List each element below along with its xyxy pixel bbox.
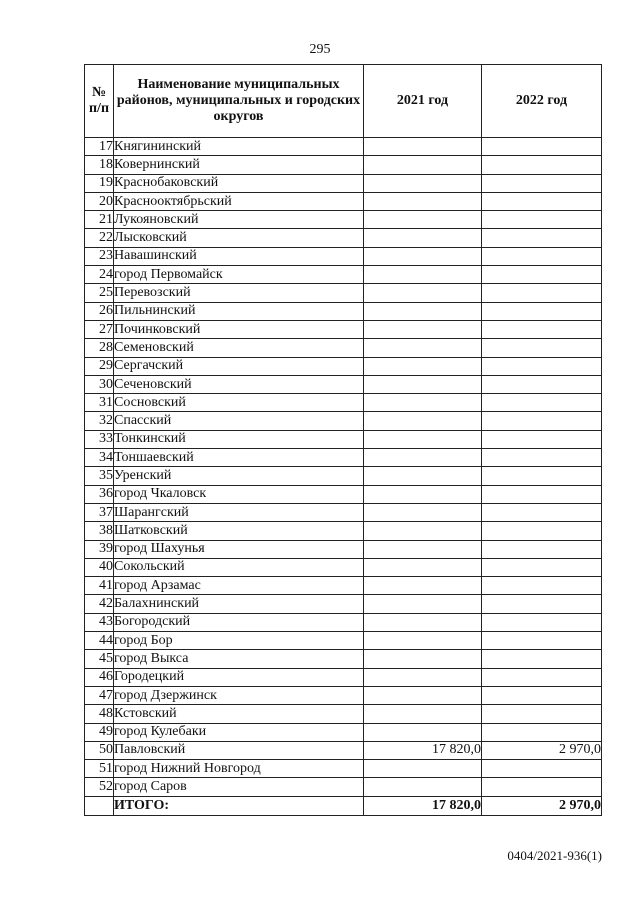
value-2022 (482, 686, 602, 704)
value-2021 (364, 449, 482, 467)
row-number: 34 (85, 449, 114, 467)
value-2021 (364, 778, 482, 796)
municipality-name: Богородский (114, 613, 364, 631)
municipality-name: Шарангский (114, 503, 364, 521)
municipality-name: город Дзержинск (114, 686, 364, 704)
table-row (85, 467, 602, 485)
municipality-name: Ковернинский (114, 156, 364, 174)
value-2021 (364, 339, 482, 357)
row-number: 37 (85, 503, 114, 521)
value-2022 (482, 339, 602, 357)
value-2022 (482, 668, 602, 686)
value-2022 (482, 705, 602, 723)
value-2022 (482, 522, 602, 540)
header-name: Наименование муниципальных районов, муниципальных и городских округов (114, 65, 364, 138)
table-row (85, 741, 602, 759)
value-2021 (364, 705, 482, 723)
row-number: 36 (85, 485, 114, 503)
value-2021 (364, 211, 482, 229)
table-row (85, 229, 602, 247)
row-number: 24 (85, 266, 114, 284)
value-2022 (482, 247, 602, 265)
value-2022 (482, 302, 602, 320)
value-2022 (482, 467, 602, 485)
value-2021 (364, 229, 482, 247)
table-row (85, 686, 602, 704)
page-number: 295 (309, 42, 331, 57)
row-number: 26 (85, 302, 114, 320)
total-number (85, 796, 114, 815)
row-number: 39 (85, 540, 114, 558)
value-2022 (482, 412, 602, 430)
value-2022 (482, 156, 602, 174)
row-number: 49 (85, 723, 114, 741)
municipality-name: город Саров (114, 778, 364, 796)
municipality-name: Навашинский (114, 247, 364, 265)
budget-table (84, 64, 602, 816)
row-number: 25 (85, 284, 114, 302)
row-number: 51 (85, 760, 114, 778)
value-2021 (364, 613, 482, 631)
row-number: 42 (85, 595, 114, 613)
municipality-name: город Выкса (114, 650, 364, 668)
table-row (85, 357, 602, 375)
table-row (85, 156, 602, 174)
table-row (85, 577, 602, 595)
value-2021 (364, 284, 482, 302)
row-number: 29 (85, 357, 114, 375)
value-2022 (482, 211, 602, 229)
municipality-name: Кстовский (114, 705, 364, 723)
municipality-name: Тонкинский (114, 430, 364, 448)
table-row (85, 247, 602, 265)
table-row (85, 778, 602, 796)
row-number: 52 (85, 778, 114, 796)
municipality-name: Городецкий (114, 668, 364, 686)
value-2022 (482, 449, 602, 467)
row-number: 50 (85, 741, 114, 759)
table-row (85, 632, 602, 650)
row-number: 35 (85, 467, 114, 485)
table-row (85, 449, 602, 467)
municipality-name: Краснооктябрьский (114, 192, 364, 210)
municipality-name: Краснобаковский (114, 174, 364, 192)
municipality-name: город Бор (114, 632, 364, 650)
table-row (85, 650, 602, 668)
table-body (85, 138, 602, 816)
municipality-name: город Первомайск (114, 266, 364, 284)
value-2021 (364, 156, 482, 174)
row-number: 19 (85, 174, 114, 192)
row-number: 31 (85, 394, 114, 412)
total-row (85, 796, 602, 815)
value-2021 (364, 247, 482, 265)
table-row (85, 705, 602, 723)
municipality-name: Тоншаевский (114, 449, 364, 467)
row-number: 32 (85, 412, 114, 430)
value-2022 (482, 558, 602, 576)
table-row (85, 522, 602, 540)
municipality-name: Уренский (114, 467, 364, 485)
municipality-name: город Арзамас (114, 577, 364, 595)
table-row (85, 339, 602, 357)
value-2021 (364, 138, 482, 156)
value-2021 (364, 558, 482, 576)
table-row (85, 266, 602, 284)
value-2022 (482, 650, 602, 668)
table-row (85, 503, 602, 521)
row-number: 48 (85, 705, 114, 723)
value-2021 (364, 723, 482, 741)
value-2022 (482, 613, 602, 631)
value-2021 (364, 320, 482, 338)
table-row (85, 302, 602, 320)
row-number: 44 (85, 632, 114, 650)
municipality-name: Сокольский (114, 558, 364, 576)
table-row (85, 540, 602, 558)
total-2022: 2 970,0 (482, 796, 602, 815)
total-2021: 17 820,0 (364, 796, 482, 815)
row-number: 47 (85, 686, 114, 704)
table-row (85, 320, 602, 338)
value-2022 (482, 138, 602, 156)
value-2021 (364, 357, 482, 375)
value-2022 (482, 760, 602, 778)
row-number: 18 (85, 156, 114, 174)
row-number: 41 (85, 577, 114, 595)
value-2022 (482, 229, 602, 247)
value-2021 (364, 668, 482, 686)
value-2022 (482, 632, 602, 650)
row-number: 33 (85, 430, 114, 448)
table-row (85, 174, 602, 192)
municipality-name: Сеченовский (114, 375, 364, 393)
municipality-name: Балахнинский (114, 595, 364, 613)
municipality-name: Лукояновский (114, 211, 364, 229)
value-2021 (364, 485, 482, 503)
value-2021 (364, 760, 482, 778)
municipality-name: Лысковский (114, 229, 364, 247)
value-2021 (364, 192, 482, 210)
row-number: 28 (85, 339, 114, 357)
table-row (85, 430, 602, 448)
table-row (85, 192, 602, 210)
row-number: 21 (85, 211, 114, 229)
value-2021 (364, 650, 482, 668)
document-code: 0404/2021-936(1) (507, 848, 602, 863)
value-2021 (364, 686, 482, 704)
municipality-name: Шатковский (114, 522, 364, 540)
table-row (85, 613, 602, 631)
table-row (85, 595, 602, 613)
value-2021 (364, 412, 482, 430)
value-2021 (364, 467, 482, 485)
value-2022 (482, 320, 602, 338)
header-2022: 2022 год (482, 65, 602, 138)
value-2022 (482, 266, 602, 284)
table-row (85, 284, 602, 302)
municipality-name: Пильнинский (114, 302, 364, 320)
value-2022 (482, 595, 602, 613)
table-row (85, 375, 602, 393)
table-header-row (85, 65, 602, 138)
value-2021 (364, 375, 482, 393)
total-label: ИТОГО: (114, 796, 364, 815)
municipality-name: город Шахунья (114, 540, 364, 558)
row-number: 43 (85, 613, 114, 631)
value-2022 (482, 394, 602, 412)
value-2022 (482, 723, 602, 741)
value-2022 (482, 778, 602, 796)
value-2022 (482, 430, 602, 448)
table-row (85, 558, 602, 576)
value-2021 (364, 540, 482, 558)
table-row (85, 668, 602, 686)
municipality-name: Перевозский (114, 284, 364, 302)
value-2021 (364, 394, 482, 412)
row-number: 17 (85, 138, 114, 156)
value-2022 (482, 485, 602, 503)
row-number: 20 (85, 192, 114, 210)
municipality-name: Сосновский (114, 394, 364, 412)
value-2021 (364, 595, 482, 613)
table-row (85, 760, 602, 778)
table-row (85, 485, 602, 503)
value-2021 (364, 430, 482, 448)
municipality-name: Семеновский (114, 339, 364, 357)
row-number: 40 (85, 558, 114, 576)
municipality-name: Спасский (114, 412, 364, 430)
municipality-name: Павловский (114, 741, 364, 759)
municipality-name: город Нижний Новгород (114, 760, 364, 778)
row-number: 45 (85, 650, 114, 668)
value-2021 (364, 174, 482, 192)
header-2021: 2021 год (364, 65, 482, 138)
table-row (85, 394, 602, 412)
value-2021 (364, 632, 482, 650)
row-number: 22 (85, 229, 114, 247)
row-number: 46 (85, 668, 114, 686)
value-2022 (482, 284, 602, 302)
value-2021 (364, 522, 482, 540)
row-number: 27 (85, 320, 114, 338)
municipality-name: Сергачский (114, 357, 364, 375)
value-2021 (364, 302, 482, 320)
municipality-name: Починковский (114, 320, 364, 338)
value-2022 (482, 357, 602, 375)
table-row (85, 138, 602, 156)
value-2022: 2 970,0 (482, 741, 602, 759)
row-number: 23 (85, 247, 114, 265)
value-2021 (364, 503, 482, 521)
municipality-name: город Чкаловск (114, 485, 364, 503)
value-2022 (482, 540, 602, 558)
value-2021: 17 820,0 (364, 741, 482, 759)
value-2022 (482, 375, 602, 393)
row-number: 30 (85, 375, 114, 393)
value-2022 (482, 503, 602, 521)
municipality-name: Княгининский (114, 138, 364, 156)
header-num: № п/п (85, 65, 114, 138)
value-2021 (364, 577, 482, 595)
value-2021 (364, 266, 482, 284)
table-row (85, 723, 602, 741)
value-2022 (482, 192, 602, 210)
table-row (85, 211, 602, 229)
row-number: 38 (85, 522, 114, 540)
value-2022 (482, 174, 602, 192)
municipality-name: город Кулебаки (114, 723, 364, 741)
table-row (85, 412, 602, 430)
value-2022 (482, 577, 602, 595)
